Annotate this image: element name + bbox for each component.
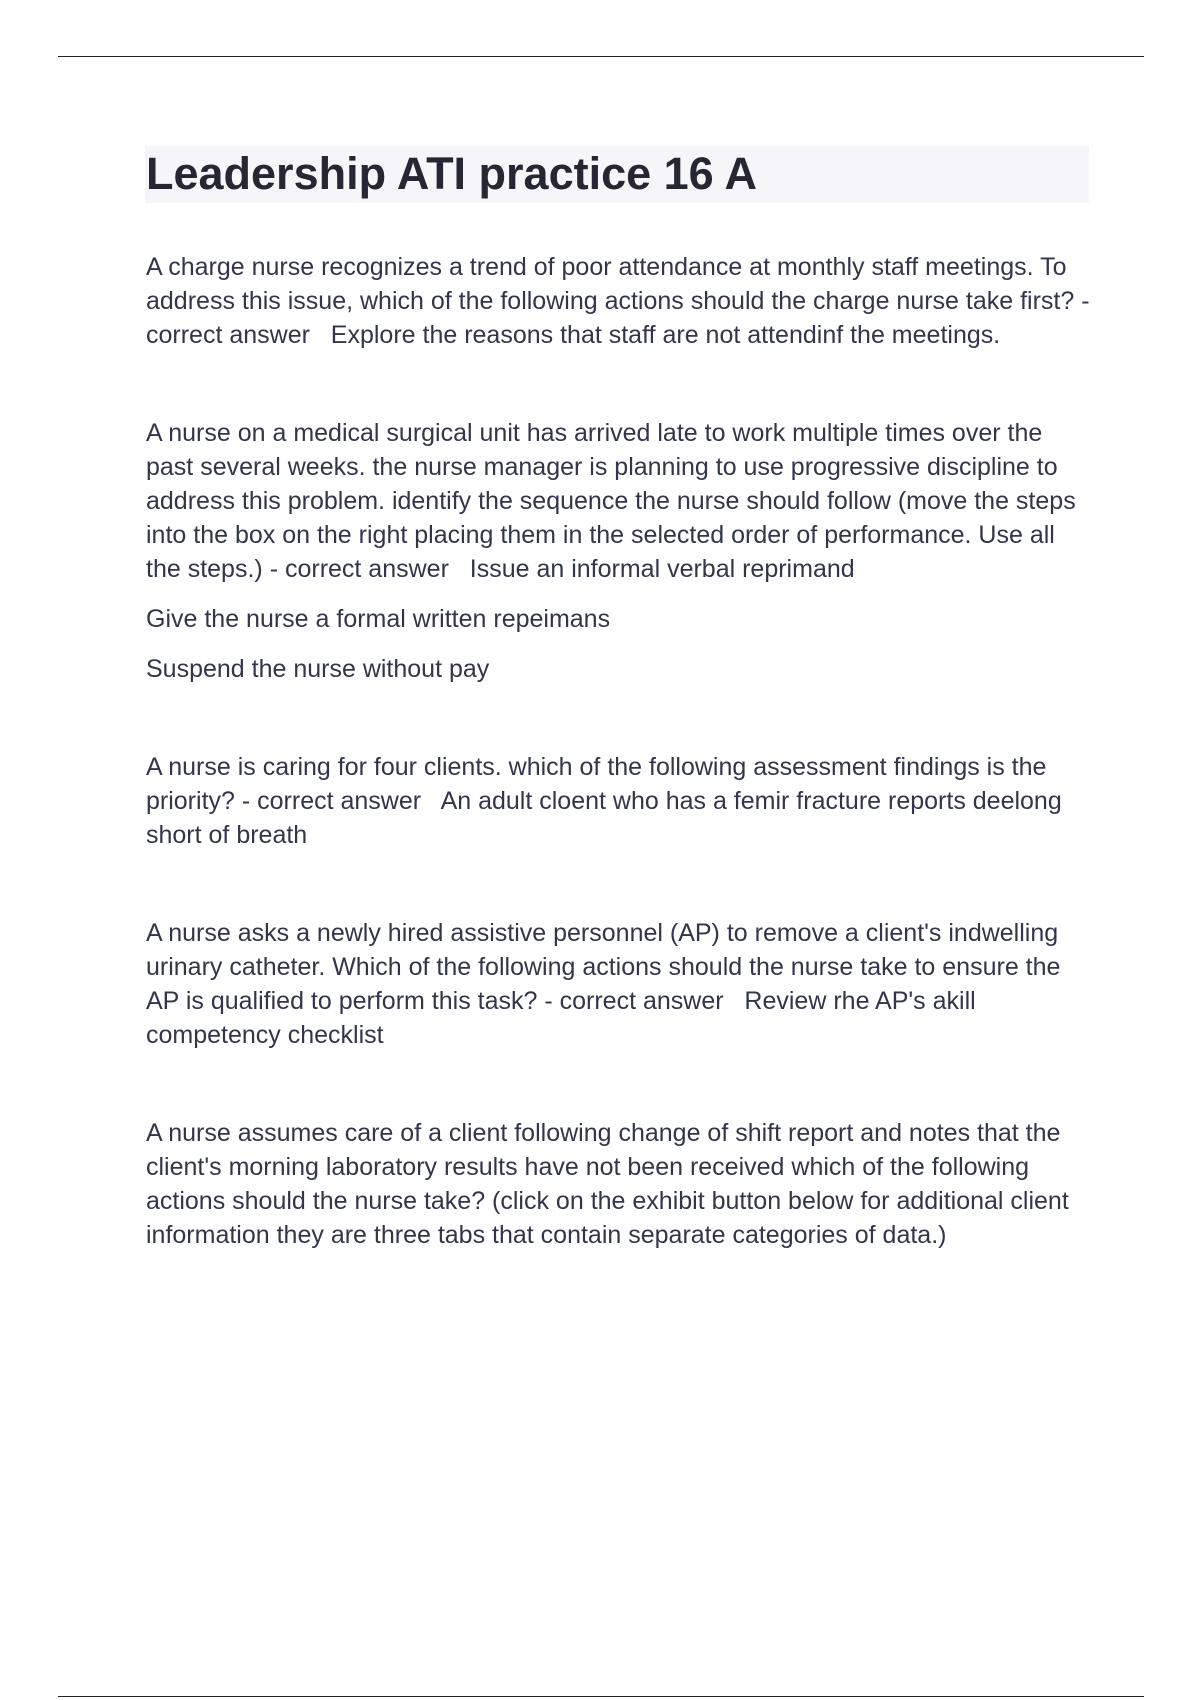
answer-text: Issue an informal verbal reprimand — [469, 555, 855, 583]
qa-item — [146, 750, 1096, 852]
question-text: A nurse asks a newly hired assistive personnel (AP) to remove a client's indwelling urinary catheter. Which of the following actions should the nurse take to ensure the AP is qualified to perform this task? — [146, 919, 1061, 1015]
page-title: Leadership ATI practice 16 A — [146, 148, 758, 199]
answer-marker: - correct answer — [241, 787, 422, 815]
qa-item — [146, 416, 1096, 586]
answer-step: Give the nurse a formal written repeimans — [146, 605, 611, 633]
answer-text: Review rhe AP's akill competency checklist — [146, 987, 976, 1049]
qa-item — [146, 1116, 1096, 1252]
document-body — [146, 250, 1096, 1252]
answer-text: An adult cloent who has a femir fracture reports deelong short of breath — [146, 787, 1062, 849]
qa-item — [146, 916, 1096, 1052]
question-text: A nurse assumes care of a client following change of shift report and notes that the client's morning laboratory results have not been received which of the following actions should the nurse take? (click on the exhibit button below for additional client information they are three tabs that contain separate categories of data.) — [146, 1119, 1069, 1249]
question-text: A nurse on a medical surgical unit has arrived late to work multiple times over the past several weeks. the nurse manager is planning to use progressive discipline to address this problem. identify the sequence the nurse should follow (move the steps into the box on the right placing them in the selected order of performance. Use all the steps.) — [146, 419, 1076, 583]
question-text: A charge nurse recognizes a trend of poor attendance at monthly staff meetings. To address this issue, which of the following actions should the charge nurse take first? — [146, 253, 1075, 315]
answer-marker: - correct answer — [146, 287, 1090, 349]
qa-item — [146, 250, 1096, 352]
answer-text: Explore the reasons that staff are not attendinf the meetings. — [330, 321, 1001, 349]
top-rule — [58, 56, 1144, 57]
answer-marker: - correct answer — [269, 555, 449, 583]
answer-step: Suspend the nurse without pay — [146, 655, 490, 683]
answer-marker: - correct answer — [544, 987, 724, 1015]
question-text: A nurse is caring for four clients. which of the following assessment findings is the priority? — [146, 753, 1047, 815]
bottom-rule — [58, 1696, 1144, 1697]
